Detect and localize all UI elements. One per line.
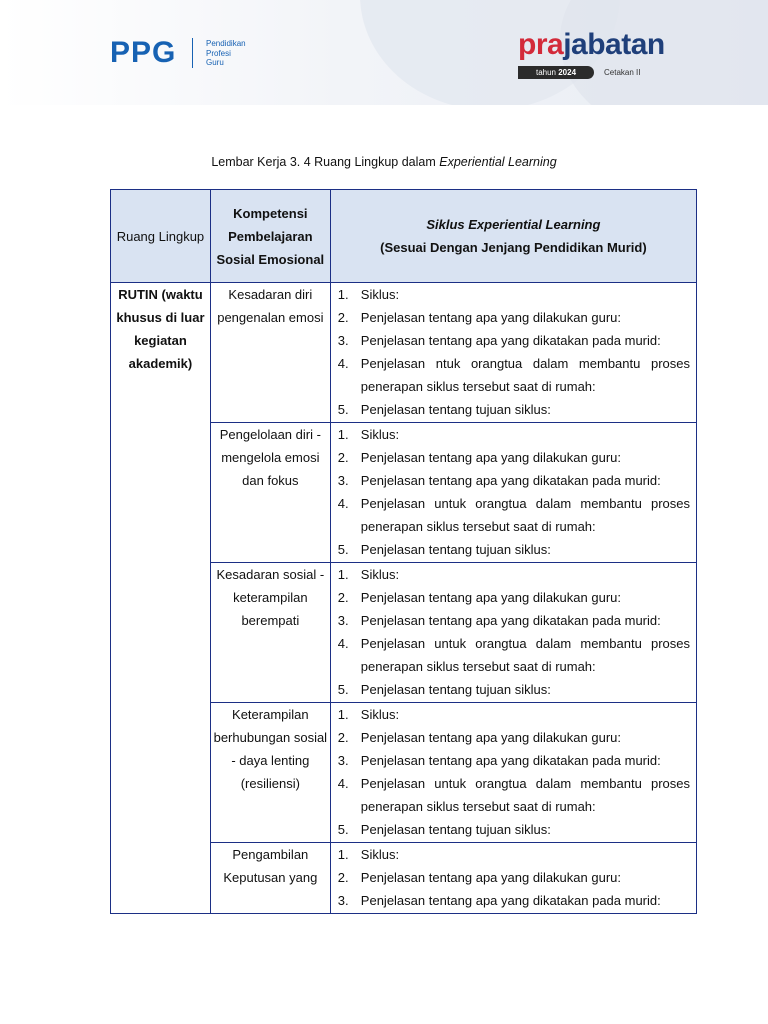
list-item: [331, 469, 696, 492]
list-item: [331, 889, 696, 912]
header-siklus-subtitle: (Sesuai Dengan Jenjang Pendidikan Murid): [380, 240, 647, 255]
list-item-text: Penjelasan tentang apa yang dikatakan pada murid:: [360, 613, 661, 628]
header-siklus: [330, 190, 696, 283]
list-item: [331, 398, 696, 421]
list-number: 4.: [337, 636, 349, 651]
siklus-cell: [330, 423, 696, 563]
list-number: 3.: [337, 473, 349, 488]
page-header: [0, 0, 768, 105]
year-badge: [518, 66, 594, 79]
siklus-list: [331, 843, 696, 912]
list-item-text: Penjelasan tentang tujuan siklus:: [360, 822, 551, 837]
list-item-text: Siklus:: [360, 427, 400, 442]
list-item: [331, 772, 696, 818]
list-item-text: Siklus:: [360, 707, 400, 722]
worksheet-table: [110, 189, 697, 914]
list-item: [331, 352, 696, 398]
siklus-cell: [330, 703, 696, 843]
header-kompetensi: Kompetensi Pembelajaran Sosial Emosional: [210, 190, 330, 283]
list-item-text: Siklus:: [360, 287, 400, 302]
list-number: 5.: [337, 822, 349, 837]
list-item-text: Penjelasan tentang apa yang dilakukan guru:: [360, 870, 621, 885]
siklus-list: [331, 283, 696, 421]
list-item-text: Penjelasan tentang apa yang dilakukan guru:: [360, 310, 621, 325]
list-item-text: Penjelasan tentang apa yang dikatakan pada murid:: [360, 473, 661, 488]
list-item: [331, 538, 696, 561]
list-item: [331, 843, 696, 866]
list-number: 2.: [337, 870, 349, 885]
ppg-subtitle-line: Profesi: [206, 48, 231, 58]
list-item: [331, 818, 696, 841]
list-item-text: Penjelasan tentang apa yang dikatakan pada murid:: [360, 333, 661, 348]
list-number: 5.: [337, 542, 349, 557]
siklus-cell: [330, 563, 696, 703]
list-item-text: Penjelasan tentang tujuan siklus:: [360, 402, 551, 417]
list-item: [331, 329, 696, 352]
list-item: [331, 283, 696, 306]
list-item-text: Penjelasan tentang tujuan siklus:: [360, 542, 551, 557]
siklus-cell: [330, 283, 696, 423]
list-number: 1.: [337, 567, 349, 582]
list-number: 1.: [337, 707, 349, 722]
kompetensi-cell: Kesadaran sosial - keterampilan berempati: [210, 563, 330, 703]
list-item-text: Penjelasan tentang apa yang dikatakan pada murid:: [360, 893, 661, 908]
list-item-text: Penjelasan tentang apa yang dilakukan guru:: [360, 590, 621, 605]
list-item-text: Penjelasan untuk orangtua dalam membantu proses penerapan siklus tersebut saat di rumah:: [360, 496, 690, 534]
list-item: [331, 423, 696, 446]
list-item-text: Penjelasan untuk orangtua dalam membantu proses penerapan siklus tersebut saat di rumah:: [360, 636, 690, 674]
title-text: Lembar Kerja 3. 4 Ruang Lingkup dalam: [211, 155, 440, 169]
list-item-text: Siklus:: [360, 847, 400, 862]
ppg-subtitle-line: Pendidikan: [206, 39, 246, 48]
list-item-text: Penjelasan untuk orangtua dalam membantu proses penerapan siklus tersebut saat di rumah:: [360, 776, 690, 814]
ruang-lingkup-cell: RUTIN (waktu khusus di luar kegiatan akademik): [111, 283, 211, 914]
list-item-text: Penjelasan ntuk orangtua dalam membantu proses penerapan siklus tersebut saat di rumah:: [360, 356, 690, 394]
ppg-logo: PPG: [110, 36, 177, 69]
list-number: 3.: [337, 613, 349, 628]
list-item: [331, 306, 696, 329]
list-item-text: Penjelasan tentang apa yang dilakukan guru:: [360, 450, 621, 465]
list-item-text: Penjelasan tentang apa yang dilakukan guru:: [360, 730, 621, 745]
list-number: 5.: [337, 402, 349, 417]
siklus-list: [331, 703, 696, 841]
list-number: 4.: [337, 496, 349, 511]
table-header-row: [111, 190, 697, 283]
list-number: 5.: [337, 682, 349, 697]
list-item-text: Penjelasan tentang tujuan siklus:: [360, 682, 551, 697]
year-label: tahun: [535, 68, 556, 77]
list-number: 3.: [337, 333, 349, 348]
header-ruang-lingkup: Ruang Lingkup: [111, 190, 211, 283]
logo-divider: [192, 38, 193, 68]
kompetensi-cell: Kesadaran diri pengenalan emosi: [210, 283, 330, 423]
list-item: [331, 563, 696, 586]
list-item: [331, 609, 696, 632]
kompetensi-cell: Pengelolaan diri -mengelola emosi dan fokus: [210, 423, 330, 563]
list-number: 2.: [337, 730, 349, 745]
list-item: [331, 678, 696, 701]
list-number: 3.: [337, 753, 349, 768]
list-item: [331, 586, 696, 609]
list-item: [331, 749, 696, 772]
siklus-cell: [330, 843, 696, 914]
list-number: 2.: [337, 310, 349, 325]
siklus-list: [331, 563, 696, 701]
list-number: 4.: [337, 356, 349, 371]
kompetensi-cell: Keterampilan berhubungan sosial - daya lenting (resiliensi): [210, 703, 330, 843]
list-number: 4.: [337, 776, 349, 791]
list-number: 1.: [337, 287, 349, 302]
prajabatan-logo: [518, 28, 665, 62]
ppg-subtitle-line: Guru: [206, 58, 224, 67]
year-value: 2024: [558, 68, 577, 77]
title-italic: Experiential Learning: [439, 155, 557, 169]
worksheet-title: [0, 155, 768, 169]
list-item: [331, 726, 696, 749]
list-number: 2.: [337, 450, 349, 465]
table-row: [111, 283, 697, 423]
list-number: 2.: [337, 590, 349, 605]
list-item: [331, 632, 696, 678]
siklus-list: [331, 423, 696, 561]
brand-part-a: pra: [518, 28, 564, 61]
list-number: 1.: [337, 427, 349, 442]
list-item: [331, 866, 696, 889]
list-item: [331, 446, 696, 469]
brand-part-b: jabatan: [563, 28, 665, 61]
edition-label: Cetakan II: [604, 68, 641, 77]
list-number: 1.: [337, 847, 349, 862]
kompetensi-cell: Pengambilan Keputusan yang: [210, 843, 330, 914]
ppg-subtitle: [206, 39, 246, 68]
header-siklus-title: Siklus Experiential Learning: [426, 217, 601, 232]
list-number: 3.: [337, 893, 349, 908]
list-item-text: Siklus:: [360, 567, 400, 582]
list-item: [331, 492, 696, 538]
list-item-text: Penjelasan tentang apa yang dikatakan pada murid:: [360, 753, 661, 768]
list-item: [331, 703, 696, 726]
